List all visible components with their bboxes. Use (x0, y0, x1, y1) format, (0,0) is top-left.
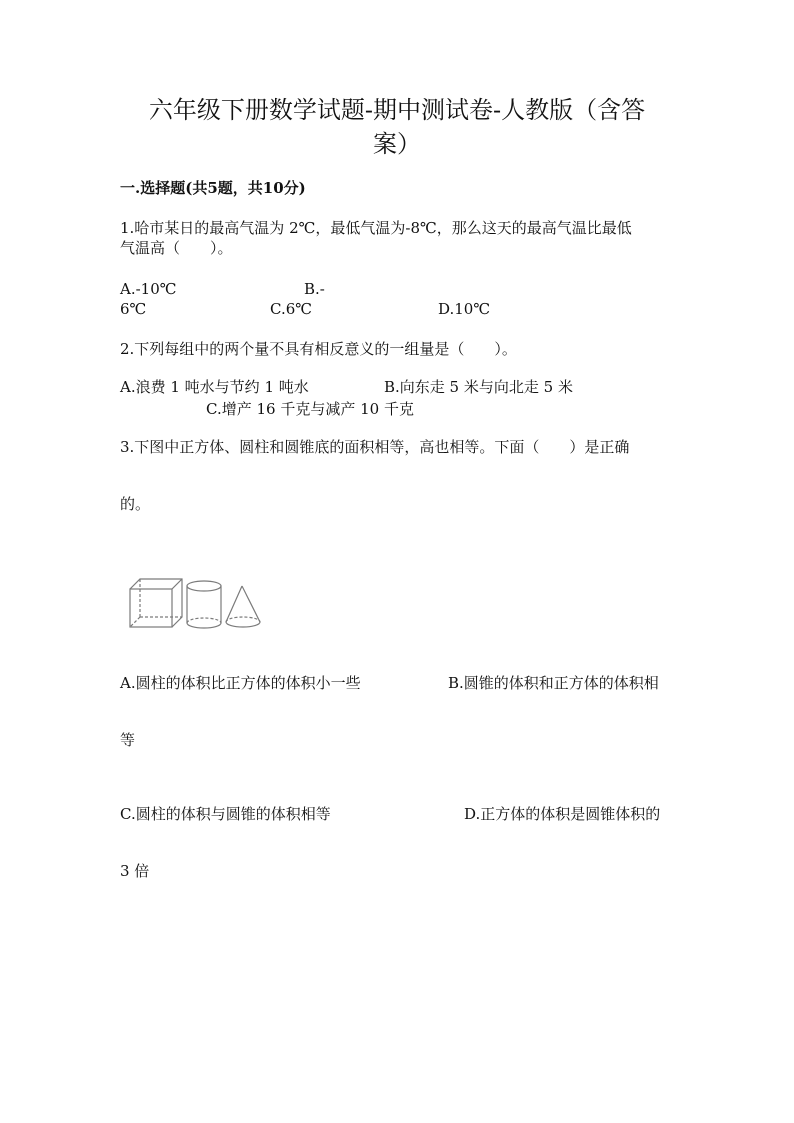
question-1-text-cont: 气温高（ ）。 (120, 239, 233, 257)
question-1-option-b-cont: 6℃ (120, 300, 147, 318)
question-3-text: 3.下图中正方体、圆柱和圆锥底的面积相等，高也相等。下面（ ）是正确 (120, 438, 630, 456)
question-3-option-a: A.圆柱的体积比正方体的体积小一些 (120, 674, 361, 692)
shapes-figure (124, 573, 274, 635)
question-3-option-c: C.圆柱的体积与圆锥的体积相等 (120, 805, 331, 823)
question-2-option-a: A.浪费 1 吨水与节约 1 吨水 (120, 378, 309, 396)
question-3-option-d: D.正方体的体积是圆锥体积的 (464, 805, 661, 823)
question-3-option-b: B.圆锥的体积和正方体的体积相 (448, 674, 659, 692)
question-1-option-d: D.10℃ (438, 300, 491, 318)
section-heading: 一.选择题(共5题，共10分) (120, 179, 306, 197)
page-title-line-1: 六年级下册数学试题-期中测试卷-人教版（含答 (148, 96, 646, 124)
question-1-option-b: B.- (304, 280, 325, 298)
question-1-option-a: A.-10℃ (120, 280, 177, 298)
cone-icon (226, 586, 260, 627)
question-3-text-cont: 的。 (120, 495, 151, 513)
question-2-text: 2.下列每组中的两个量不具有相反意义的一组量是（ ）。 (120, 340, 517, 358)
cylinder-icon (187, 581, 221, 628)
question-2-option-c: C.增产 16 千克与减产 10 千克 (206, 400, 414, 418)
page-title-line-2: 案） (373, 130, 421, 158)
question-3-option-b-cont: 等 (120, 731, 136, 749)
cube-icon (130, 579, 182, 627)
question-1-text: 1.哈市某日的最高气温为 2℃，最低气温为-8℃，那么这天的最高气温比最低 (120, 219, 632, 237)
question-3-option-d-cont: 3 倍 (120, 862, 150, 880)
question-2-option-b: B.向东走 5 米与向北走 5 米 (384, 378, 573, 396)
question-1-option-c: C.6℃ (270, 300, 313, 318)
